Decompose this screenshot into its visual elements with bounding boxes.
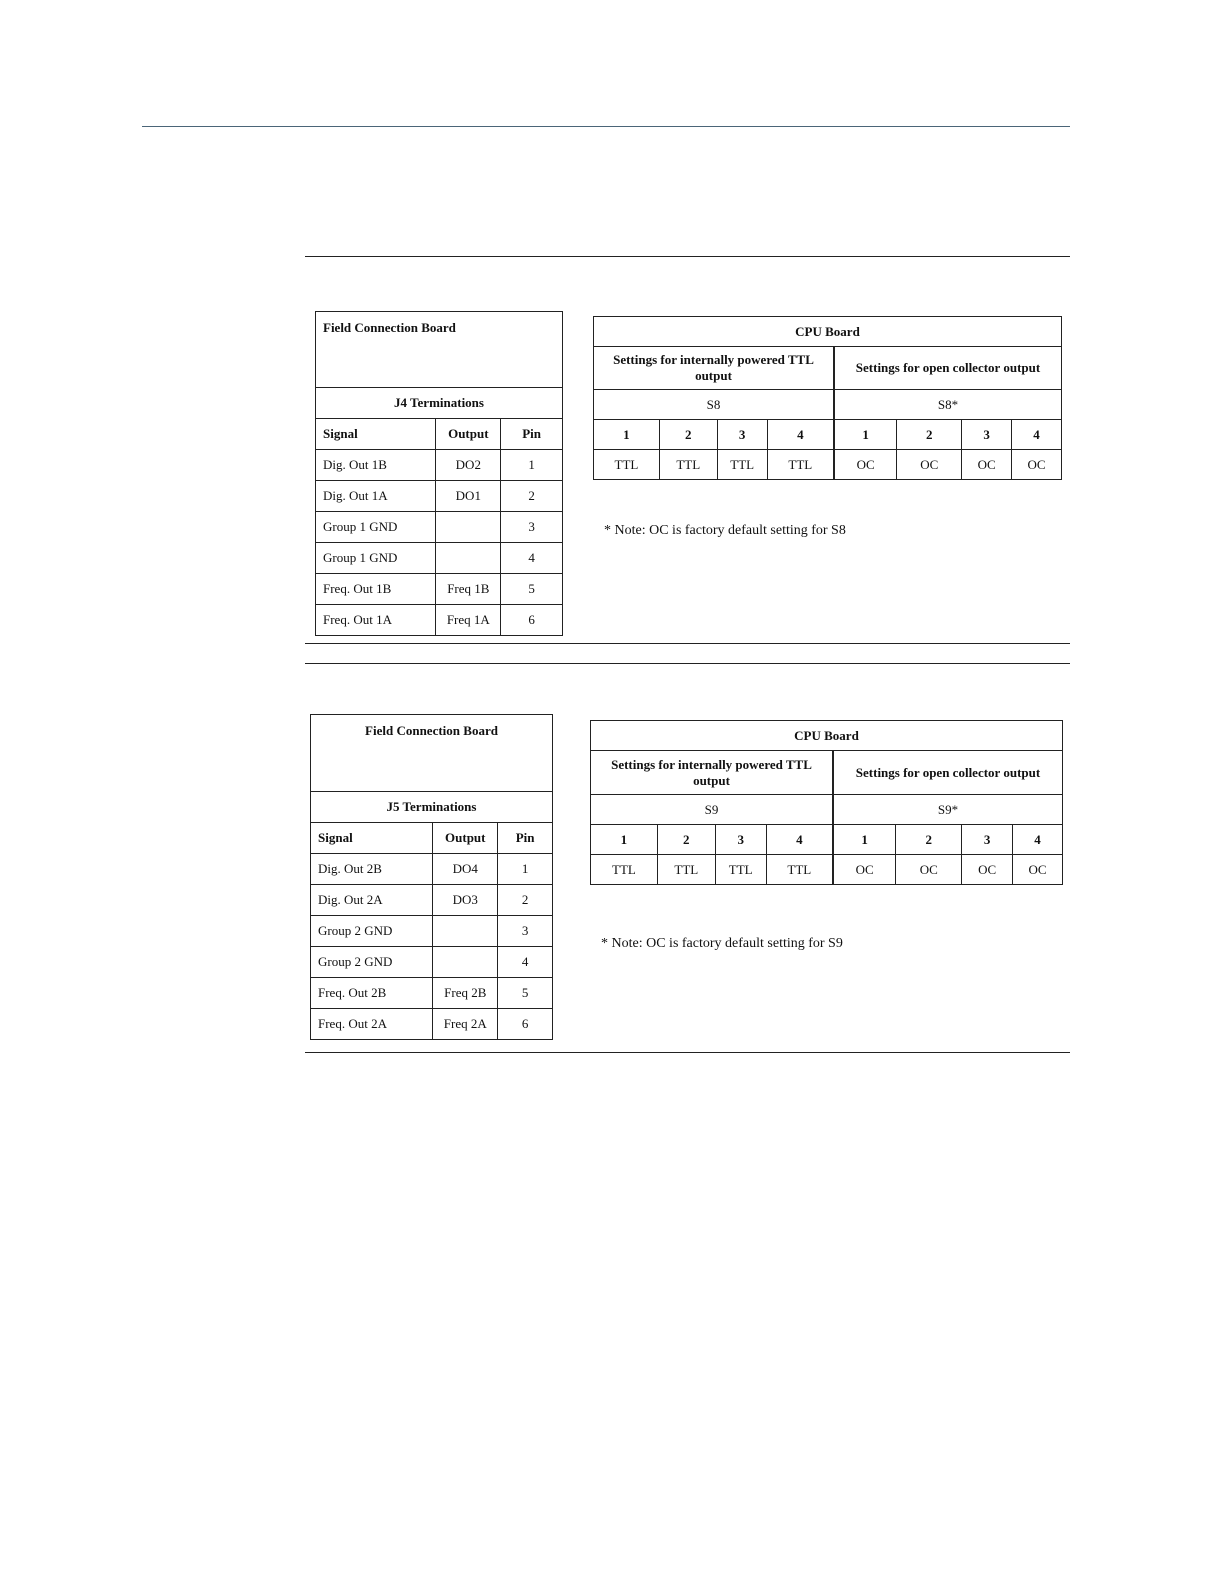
section2-bottom-rule <box>305 1052 1070 1053</box>
column-header-signal: Signal <box>316 419 436 450</box>
cpu-board-title: CPU Board <box>594 317 1062 347</box>
table-row <box>311 854 553 885</box>
pin-cell: 5 <box>501 574 563 605</box>
pin-cell: 1 <box>498 854 553 885</box>
output-cell: DO3 <box>433 885 498 916</box>
switch-position: 3 <box>962 420 1012 450</box>
signal-cell: Freq. Out 2A <box>311 1009 433 1040</box>
switch-setting: TTL <box>591 855 658 885</box>
switch-setting: TTL <box>715 855 766 885</box>
output-cell: Freq 1A <box>436 605 501 636</box>
ttl-settings-header: Settings for internally powered TTL output <box>591 751 833 795</box>
switch-setting: TTL <box>766 855 833 885</box>
switch-position: 1 <box>594 420 660 450</box>
switch-setting: TTL <box>657 855 715 885</box>
switch-position: 1 <box>834 420 897 450</box>
terminations-label: J5 Terminations <box>311 792 553 823</box>
output-cell <box>433 947 498 978</box>
output-cell: Freq 1B <box>436 574 501 605</box>
section1-bottom-rule <box>305 643 1070 644</box>
pin-cell: 6 <box>501 605 563 636</box>
table-row <box>311 1009 553 1040</box>
switch-position: 4 <box>1012 420 1062 450</box>
switch-setting: OC <box>834 450 897 480</box>
field-board-title: Field Connection Board <box>311 715 553 792</box>
cpu-board-table-s8 <box>593 316 1062 480</box>
cpu-board-title: CPU Board <box>591 721 1063 751</box>
switch-setting: OC <box>1012 450 1062 480</box>
factory-default-note: * Note: OC is factory default setting for S9 <box>601 936 843 951</box>
switch-label: S9 <box>591 795 833 825</box>
output-cell <box>433 916 498 947</box>
section2-top-rule <box>305 663 1070 664</box>
switch-position: 4 <box>766 825 833 855</box>
oc-settings-header: Settings for open collector output <box>833 751 1063 795</box>
signal-cell: Group 1 GND <box>316 543 436 574</box>
switch-setting: OC <box>962 855 1013 885</box>
output-cell: DO4 <box>433 854 498 885</box>
switch-setting: OC <box>962 450 1012 480</box>
pin-cell: 4 <box>501 543 563 574</box>
switch-position: 4 <box>1013 825 1063 855</box>
pin-cell: 4 <box>498 947 553 978</box>
output-cell: Freq 2A <box>433 1009 498 1040</box>
signal-cell: Freq. Out 2B <box>311 978 433 1009</box>
switch-setting: OC <box>1013 855 1063 885</box>
switch-position: 3 <box>715 825 766 855</box>
switch-position: 2 <box>897 420 962 450</box>
switch-setting: TTL <box>594 450 660 480</box>
switch-position: 3 <box>717 420 767 450</box>
switch-position: 1 <box>591 825 658 855</box>
pin-cell: 2 <box>501 481 563 512</box>
ttl-settings-header: Settings for internally powered TTL output <box>594 347 834 390</box>
table-row <box>311 978 553 1009</box>
pin-cell: 2 <box>498 885 553 916</box>
table-row <box>316 450 563 481</box>
signal-cell: Group 2 GND <box>311 916 433 947</box>
field-connection-table-j4 <box>315 311 563 636</box>
section1-top-rule <box>305 256 1070 257</box>
output-cell <box>436 512 501 543</box>
output-cell <box>436 543 501 574</box>
signal-cell: Freq. Out 1A <box>316 605 436 636</box>
column-header-output: Output <box>436 419 501 450</box>
switch-setting: TTL <box>767 450 834 480</box>
output-cell: DO1 <box>436 481 501 512</box>
column-header-signal: Signal <box>311 823 433 854</box>
column-header-pin: Pin <box>498 823 553 854</box>
switch-setting: TTL <box>659 450 717 480</box>
signal-cell: Dig. Out 1B <box>316 450 436 481</box>
signal-cell: Group 1 GND <box>316 512 436 543</box>
switch-setting: OC <box>896 855 962 885</box>
table-row <box>316 574 563 605</box>
switch-label: S8* <box>834 390 1062 420</box>
signal-cell: Dig. Out 2A <box>311 885 433 916</box>
table-row <box>316 605 563 636</box>
switch-position: 3 <box>962 825 1013 855</box>
switch-position: 2 <box>896 825 962 855</box>
signal-cell: Group 2 GND <box>311 947 433 978</box>
table-row <box>316 543 563 574</box>
pin-cell: 3 <box>501 512 563 543</box>
cpu-board-table-s9 <box>590 720 1063 885</box>
switch-position: 4 <box>767 420 834 450</box>
table-row <box>311 947 553 978</box>
pin-cell: 3 <box>498 916 553 947</box>
pin-cell: 6 <box>498 1009 553 1040</box>
switch-label: S8 <box>594 390 834 420</box>
output-cell: Freq 2B <box>433 978 498 1009</box>
table-row <box>311 885 553 916</box>
signal-cell: Freq. Out 1B <box>316 574 436 605</box>
field-board-title: Field Connection Board <box>316 312 563 388</box>
switch-position: 2 <box>657 825 715 855</box>
table-row <box>316 512 563 543</box>
terminations-label: J4 Terminations <box>316 388 563 419</box>
output-cell: DO2 <box>436 450 501 481</box>
column-header-output: Output <box>433 823 498 854</box>
table-row <box>311 916 553 947</box>
signal-cell: Dig. Out 1A <box>316 481 436 512</box>
oc-settings-header: Settings for open collector output <box>834 347 1062 390</box>
pin-cell: 1 <box>501 450 563 481</box>
pin-cell: 5 <box>498 978 553 1009</box>
switch-position: 2 <box>659 420 717 450</box>
switch-setting: OC <box>833 855 896 885</box>
table-row <box>316 481 563 512</box>
factory-default-note: * Note: OC is factory default setting for S8 <box>604 523 846 538</box>
switch-position: 1 <box>833 825 896 855</box>
field-connection-table-j5 <box>310 714 553 1040</box>
header-rule <box>142 126 1070 127</box>
signal-cell: Dig. Out 2B <box>311 854 433 885</box>
column-header-pin: Pin <box>501 419 563 450</box>
switch-setting: TTL <box>717 450 767 480</box>
switch-label: S9* <box>833 795 1063 825</box>
switch-setting: OC <box>897 450 962 480</box>
